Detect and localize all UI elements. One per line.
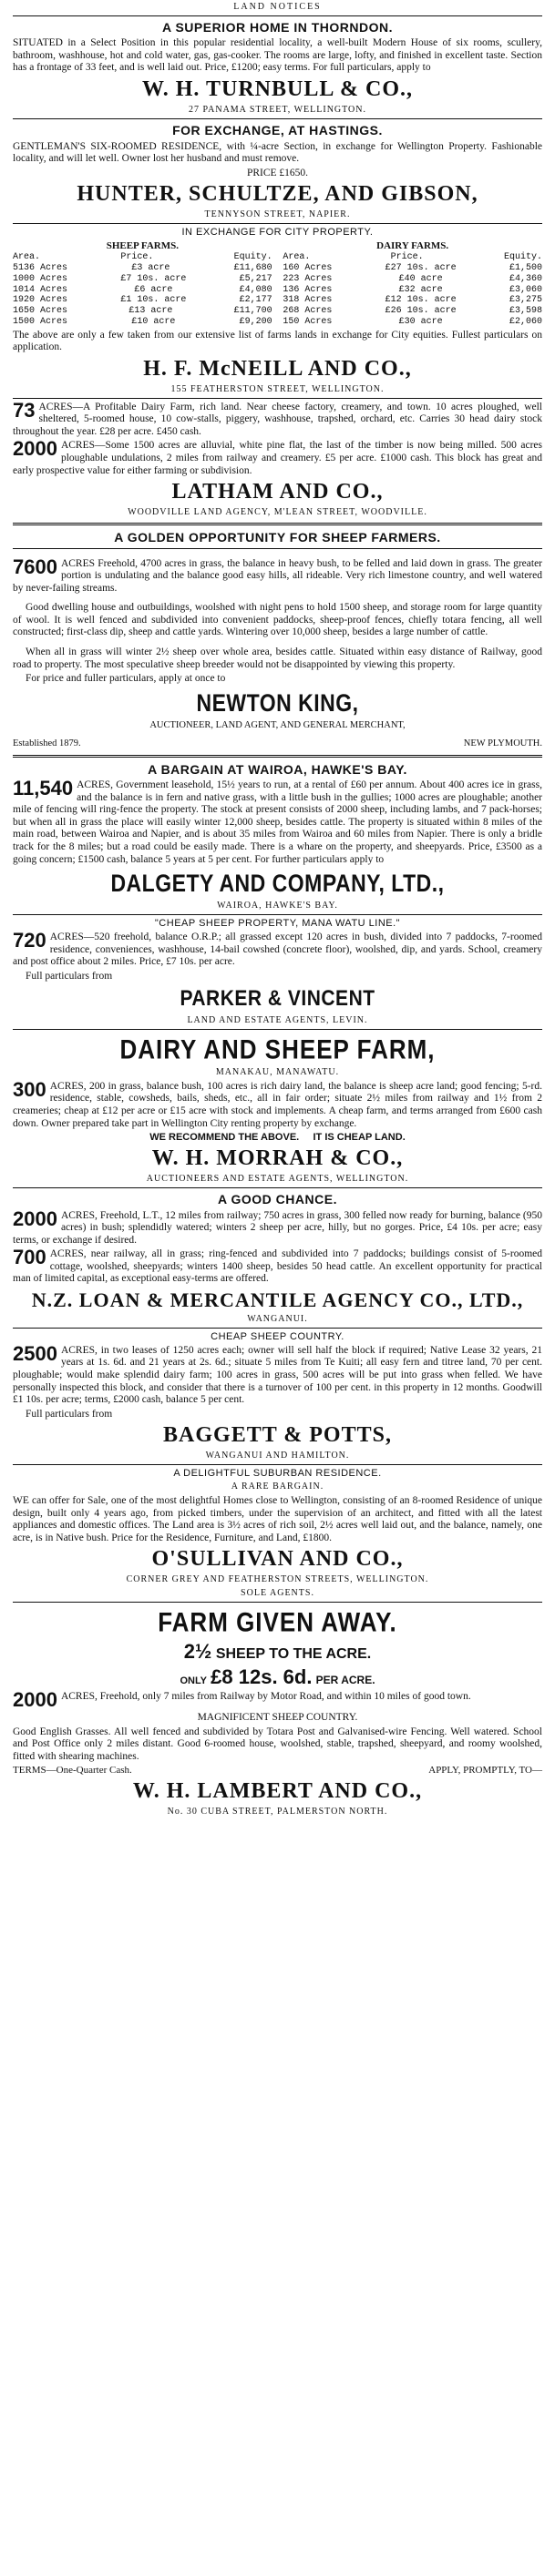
farm-row xyxy=(283,317,542,328)
col-equity: Equity. xyxy=(503,252,542,263)
listing-text: ACRES, Freehold, only 7 miles from Railway by Motor Road, and within 10 miles of good town. xyxy=(60,1691,471,1703)
ad-paragraph: When all in grass will winter 2½ sheep over whole area, besides cattle. Situated within easy distance of Railway, good road to property. The most speculative sheep breeder would not be disappointed by viewing this property. xyxy=(13,647,542,670)
farm-area: 150 Acres xyxy=(283,316,333,327)
farm-price: £6 acre xyxy=(134,284,173,295)
divider xyxy=(13,1328,542,1329)
divider xyxy=(13,223,542,224)
farm-row xyxy=(283,306,542,317)
farm-equity: £4,080 xyxy=(239,284,272,295)
ad-tail: Full particulars from xyxy=(26,1408,113,1420)
farm-equity: £5,217 xyxy=(239,273,272,284)
sole-agents: SOLE AGENTS. xyxy=(241,1588,314,1599)
agent-name: W. H. LAMBERT AND CO., xyxy=(132,1779,423,1804)
divider xyxy=(13,548,542,549)
agent-address: AUCTIONEERS AND ESTATE AGENTS, WELLINGTON. xyxy=(146,1174,409,1185)
listing xyxy=(13,1207,542,1247)
column-title: SHEEP FARMS. xyxy=(106,240,179,252)
acreage: 73 xyxy=(13,398,36,422)
divider xyxy=(13,1602,542,1603)
price-line xyxy=(13,1665,542,1689)
agent-name: O'SULLIVAN AND CO., xyxy=(151,1547,404,1572)
farm-area: 160 Acres xyxy=(283,262,333,273)
ad-cheap-sheep-country xyxy=(13,1331,542,1461)
agent-name: HUNTER, SCHULTZE, AND GIBSON, xyxy=(77,182,478,207)
acreage: 720 xyxy=(13,928,46,952)
agent-name: BAGGETT & POTTS, xyxy=(163,1423,392,1448)
listing xyxy=(13,1077,542,1130)
farm-price: £30 acre xyxy=(398,316,443,327)
listing xyxy=(13,1688,542,1712)
farm-area: 1014 Acres xyxy=(13,284,68,295)
farm-equity: £3,598 xyxy=(509,306,542,317)
farm-equity: £1,500 xyxy=(509,262,542,273)
acreage: 700 xyxy=(13,1246,46,1269)
farm-equity: £11,700 xyxy=(233,306,272,317)
farm-price: £40 acre xyxy=(398,273,443,284)
farm-equity: £11,680 xyxy=(233,262,272,273)
col-price: Price. xyxy=(120,252,154,263)
agent-address: 155 FEATHERSTON STREET, WELLINGTON. xyxy=(170,384,385,394)
ad-body: GENTLEMAN'S SIX-ROOMED RESIDENCE, with ¼-acre Section, in exchange for Wellington Property. Fashionable locality, and will let well. Owner lost her husband and must remove. xyxy=(13,140,542,165)
agent-name: W. H. TURNBULL & CO., xyxy=(141,77,414,101)
divider xyxy=(13,914,542,915)
ad-tail: Full particulars from xyxy=(26,970,113,982)
ad-manawatu-sheep-property xyxy=(13,918,542,1026)
ad-heading: A GOOD CHANCE. xyxy=(218,1192,337,1207)
column-header-row xyxy=(13,252,272,263)
divider xyxy=(13,118,542,119)
ad-heading: "CHEAP SHEEP PROPERTY, MANA WATU LINE." xyxy=(154,917,401,929)
agent-address: WANGANUI AND HAMILTON. xyxy=(205,1451,350,1461)
farms-table xyxy=(13,240,542,328)
ad-farm-given-away xyxy=(13,1605,542,1817)
listing-text: ACRES—A Profitable Dairy Farm, rich land. Near cheese factory, creamery, and town. 10 acres ploughed, well sheltered, 5-roomed house, 10 cow-stalls, piggery, washhouse, trapshed, orchard, etc. Carries 30 head dairy stock throughout the year. £28 per acre. £450 cash. xyxy=(13,401,542,437)
farm-price: £26 10s. acre xyxy=(385,306,457,317)
ad-footer: The above are only a few taken from our extensive list of farms lands in exchange for City equities. Fullest particulars on application. xyxy=(13,329,542,353)
farm-row xyxy=(13,306,272,317)
ad-hastings-exchange xyxy=(13,123,542,220)
farm-area: 1650 Acres xyxy=(13,306,68,317)
divider xyxy=(13,1029,542,1030)
farm-price: £1 10s. acre xyxy=(120,295,187,306)
col-equity: Equity. xyxy=(233,252,272,263)
listing xyxy=(13,555,542,596)
dairy-farms-column xyxy=(283,240,542,328)
ad-body: WE can offer for Sale, one of the most delightful Homes close to Wellington, consisting of an 8-roomed Residence of unique design, built only 4 years ago, from picked timbers, under the supervision of an architect, and fitted with all the latest appliances and domestic offices. The Land area is 3½ acres of rich soil, 2½ acres well laid out, and the balance, namely, one acre, is in Native bush. Price for the Residence, Furniture, and Land, £1800. xyxy=(13,1494,542,1543)
ad-golden-opportunity xyxy=(13,530,542,749)
ad-thorndon-home xyxy=(13,20,542,116)
ad-heading: DAIRY AND SHEEP FARM, xyxy=(119,1033,436,1064)
farm-row xyxy=(13,295,272,306)
ad-paragraph: Good English Grasses. All well fenced and subdivided by Totara Post and Galvanised-wire Fencing. Well watered. School and Post Office only 2 miles distant. Good 6-roomed house, woolshed, stable, trapshed, sheepyard, and roomy woolshed, fitted with shearing machines. xyxy=(13,1726,542,1762)
agent-subtitle: AUCTIONEER, LAND AGENT, AND GENERAL MERCHANT, xyxy=(149,719,406,730)
listing-text: ACRES, in two leases of 1250 acres each; owner will sell half the block if required; Native Lease 32 years, 21 years at 1s. 6d. and 21 years at 2s. 6d.; situate 5 miles from Te Kuiti; all easy fern and titree land, 70 per cent. ploughable; would make splendid dairy farm; 100 acres in grass, 500 acres will be put into grass when felled. We have personally inspected this block, and consider that there is a turnover of 100 per cent. in this property in 12 months. Goodwill £1 10s. per acre; terms, £2000 cash, balance 5 per cent. xyxy=(13,1344,542,1406)
farm-price: £7 10s. acre xyxy=(120,273,187,284)
farm-equity: £3,060 xyxy=(509,284,542,295)
listing xyxy=(13,1341,542,1407)
recommendation: WE RECOMMEND THE ABOVE. IT IS CHEAP LAND. xyxy=(149,1132,406,1144)
farm-equity: £9,200 xyxy=(239,316,272,327)
listing-text: ACRES, 200 in grass, balance bush, 100 acres is rich dairy land, the balance is sheep acre land; good fencing; 5-rd. residence, stable, cowsheds, bails, sheds, etc., all in fair order; situate 2½ miles from railway and 1½ from 2 creameries; cheap at £12 per acre or £15 acre with stock and implements. A cheap farm, and terms arranged from £600 cash down. Owner prepared take part in Wellington City renting property by exchange. xyxy=(13,1080,542,1129)
agent-address: CORNER GREY AND FEATHERSTON STREETS, WELLINGTON. xyxy=(126,1574,429,1585)
farm-area: 1500 Acres xyxy=(13,316,68,327)
divider xyxy=(13,15,542,16)
ad-subheading: MANAKAU, MANAWATU. xyxy=(215,1067,340,1078)
ad-heading: CHEAP SHEEP COUNTRY. xyxy=(211,1330,344,1342)
divider xyxy=(13,755,542,758)
ad-woodville-farms xyxy=(13,398,542,518)
farm-area: 268 Acres xyxy=(283,306,333,317)
col-area: Area. xyxy=(13,252,41,263)
column-header-row xyxy=(283,252,542,263)
acreage: 11,540 xyxy=(13,777,74,800)
listing-text: ACRES—520 freehold, balance O.R.P.; all grassed except 120 acres in bush, divided into 7 paddocks, 7-roomed residence, conveniences, washhouse, 14-bail cowshed (concrete floor), woolshed, dip, and yards. School, creamery and post office about 2 miles. Price, £7 10s. per acre. xyxy=(13,931,542,968)
acreage: 2000 xyxy=(13,437,57,461)
farm-price: £10 acre xyxy=(131,316,176,327)
farm-row xyxy=(13,263,272,274)
ad-heading: FOR EXCHANGE, AT HASTINGS. xyxy=(172,122,383,137)
farm-area: 318 Acres xyxy=(283,295,333,306)
sheep-farms-column xyxy=(13,240,272,328)
listing-text: ACRES, Government leasehold, 15½ years to run, at a rental of £60 per annum. About 400 acres ice in grass, and the balance is in fern and native grass, with a little bush in the gullies; 1000 acres are ploughable; another mile of fencing will ring-fence the property. The stock at present consists of 2000 sheep, including lambs, and 7 pack-horses; but when all in grass the place will easily winter 12,000 sheep, besides cattle. The property is situated within 8 miles of the main road, between Wairoa and Napier, and is about 35 miles from Wairoa and 60 miles from Napier. There is only a bridle track for the 8 miles; but a road could be easily made. There is a whare on the property, and sheepyards. Price, £3500 as a going concern; £1500 cash, balance 5 years at 5 per cent. For further particulars apply to xyxy=(13,779,542,865)
farm-area: 223 Acres xyxy=(283,273,333,284)
farm-price: £12 10s. acre xyxy=(385,295,457,306)
acreage: 300 xyxy=(13,1077,46,1101)
farm-price: £13 acre xyxy=(128,306,173,317)
ad-subheading: A RARE BARGAIN. xyxy=(231,1481,324,1492)
magnificent-line: MAGNIFICENT SHEEP COUNTRY. xyxy=(197,1712,358,1724)
price-per: PER ACRE. xyxy=(315,1674,375,1687)
farm-equity: £2,060 xyxy=(509,316,542,327)
col-price: Price. xyxy=(390,252,424,263)
farm-row xyxy=(283,263,542,274)
divider xyxy=(13,523,542,525)
listing-text: ACRES, near railway, all in grass; ring-fenced and subdivided into 7 paddocks; buildings consist of 5-roomed cottage, woolshed, sheepyards; winters 1400 sheep, besides 50 head cattle. An excellent opportunity for practical man of limited capital, as exceptional easy-terms are offered. xyxy=(13,1248,542,1285)
col-area: Area. xyxy=(283,252,311,263)
price-only: ONLY xyxy=(180,1675,207,1687)
agent-name: W. H. MORRAH & CO., xyxy=(151,1146,404,1171)
agent-footer xyxy=(13,738,542,749)
listing-text: ACRES, Freehold, L.T., 12 miles from railway; 750 acres in grass, 300 felled now ready for burning, balance (950 acres) in bush; splendidly watered; winters 2 sheep per acre, hilly, but no gorges. Price, £4 10s. per acre; easy terms, or exchange if desired. xyxy=(13,1209,542,1246)
listing xyxy=(13,437,542,477)
farm-equity: £2,177 xyxy=(239,295,272,306)
sheep-line: SHEEP TO THE ACRE. xyxy=(215,1646,372,1663)
ad-heading: A GOLDEN OPPORTUNITY FOR SHEEP FARMERS. xyxy=(114,530,441,545)
agent-address: LAND AND ESTATE AGENTS, LEVIN. xyxy=(187,1014,368,1025)
listing xyxy=(13,1248,542,1286)
ad-heading: IN EXCHANGE FOR CITY PROPERTY. xyxy=(181,227,374,239)
farm-price: £3 acre xyxy=(131,262,170,273)
divider xyxy=(13,398,542,399)
farm-row xyxy=(283,295,542,306)
farm-price: £32 acre xyxy=(398,284,443,295)
agent-name: NEWTON KING, xyxy=(196,688,359,717)
ad-paragraph: Good dwelling house and outbuildings, woolshed with night pens to hold 1500 sheep, and storage room for large quantity of wool. It is well fenced and subdivided into convenient paddocks, sheep-proof fences, chiefly totara fencing, all well constructed; first-class dip, sheep and cattle yards. Wintering over 10,000 sheep, besides a large number of cattle. xyxy=(13,602,542,638)
farm-price: £27 10s. acre xyxy=(385,262,457,273)
established: Established 1879. xyxy=(13,738,81,749)
agent-name: DALGETY AND COMPANY, LTD., xyxy=(110,870,445,897)
divider xyxy=(13,1187,542,1188)
farm-row xyxy=(13,285,272,296)
sheep-rows xyxy=(13,263,272,328)
ad-heading: A DELIGHTFUL SUBURBAN RESIDENCE. xyxy=(173,1468,382,1480)
agent-address: WANGANUI. xyxy=(247,1314,308,1325)
agent-address: WAIROA, HAWKE'S BAY. xyxy=(217,901,338,911)
agent-address: TENNYSON STREET, NAPIER. xyxy=(204,209,351,220)
agent-address: 27 PANAMA STREET, WELLINGTON. xyxy=(188,105,367,116)
farm-equity: £4,360 xyxy=(509,273,542,284)
terms: TERMS—One-Quarter Cash. xyxy=(13,1765,132,1777)
ad-city-property-exchange xyxy=(13,227,542,395)
ad-wairoa-bargain xyxy=(13,762,542,911)
sheep-fraction: 2½ xyxy=(183,1640,212,1664)
farm-area: 1000 Acres xyxy=(13,273,68,284)
listing xyxy=(13,928,542,969)
divider xyxy=(13,1464,542,1465)
acreage: 7600 xyxy=(13,555,57,578)
ad-manakau-farm xyxy=(13,1033,542,1185)
listing-text: ACRES—Some 1500 acres are alluvial, white pine flat, the last of the timber is now being milled. 500 acres ploughable undulations, 2 miles from railway and creamery. £5 per acre. £1000 cash. This block has great and early prospective value for either farming or subdivision. xyxy=(13,440,542,476)
page-header: LAND NOTICES xyxy=(233,2,322,12)
sheep-per-acre-line xyxy=(13,1640,542,1664)
ad-paragraph: For price and fuller particulars, apply at once to xyxy=(26,673,226,685)
agent-address: No. 30 CUBA STREET, PALMERSTON NORTH. xyxy=(167,1807,388,1817)
price-value: £8 12s. 6d. xyxy=(211,1665,313,1689)
listing xyxy=(13,398,542,439)
ad-suburban-residence xyxy=(13,1468,542,1599)
farm-area: 136 Acres xyxy=(283,284,333,295)
ad-body: SITUATED in a Select Position in this popular residential locality, a well-built Modern House of six rooms, scullery, bathroom, washhouse, hot and cold water, gas, gas-cooker. The rooms are large, lofty, and finished in excellent taste. Section has a frontage of 33 feet, and is well laid out. Price, £1200; easy terms. For full particulars, apply to xyxy=(13,37,542,74)
dairy-rows xyxy=(283,263,542,328)
acreage: 2000 xyxy=(13,1688,57,1712)
agent-name: PARKER & VINCENT xyxy=(180,986,375,1011)
farm-area: 1920 Acres xyxy=(13,295,68,306)
town: NEW PLYMOUTH. xyxy=(463,738,542,749)
agent-name: N.Z. LOAN & MERCANTILE AGENCY CO., LTD., xyxy=(31,1288,524,1311)
ad-good-chance xyxy=(13,1192,542,1325)
agent-name: H. F. McNEILL AND CO., xyxy=(143,356,412,381)
agent-name: LATHAM AND CO., xyxy=(171,480,384,504)
farm-row xyxy=(13,274,272,285)
ad-heading: FARM GIVEN AWAY. xyxy=(158,1605,397,1638)
terms-line xyxy=(13,1765,542,1777)
farm-area: 5136 Acres xyxy=(13,262,68,273)
farm-row xyxy=(283,285,542,296)
listing xyxy=(13,779,542,866)
farm-equity: £3,275 xyxy=(509,295,542,306)
ad-heading: A BARGAIN AT WAIROA, HAWKE'S BAY. xyxy=(148,761,407,777)
ad-price: PRICE £1650. xyxy=(246,167,309,178)
farm-row xyxy=(283,274,542,285)
apply: APPLY, PROMPTLY, TO— xyxy=(428,1765,542,1777)
agent-address: WOODVILLE LAND AGENCY, M'LEAN STREET, WOODVILLE. xyxy=(128,507,427,518)
acreage: 2500 xyxy=(13,1341,57,1365)
farm-row xyxy=(13,317,272,328)
acreage: 2000 xyxy=(13,1207,57,1230)
column-title: DAIRY FARMS. xyxy=(376,240,449,252)
ad-heading: A SUPERIOR HOME IN THORNDON. xyxy=(161,19,394,35)
listing-text: ACRES Freehold, 4700 acres in grass, the balance in heavy bush, to be felled and laid down in grass. The greater portion is undulating and the balance good easy hills, all rideable. Very rich limestone country, and well watered by never-failing streams. xyxy=(13,557,542,594)
